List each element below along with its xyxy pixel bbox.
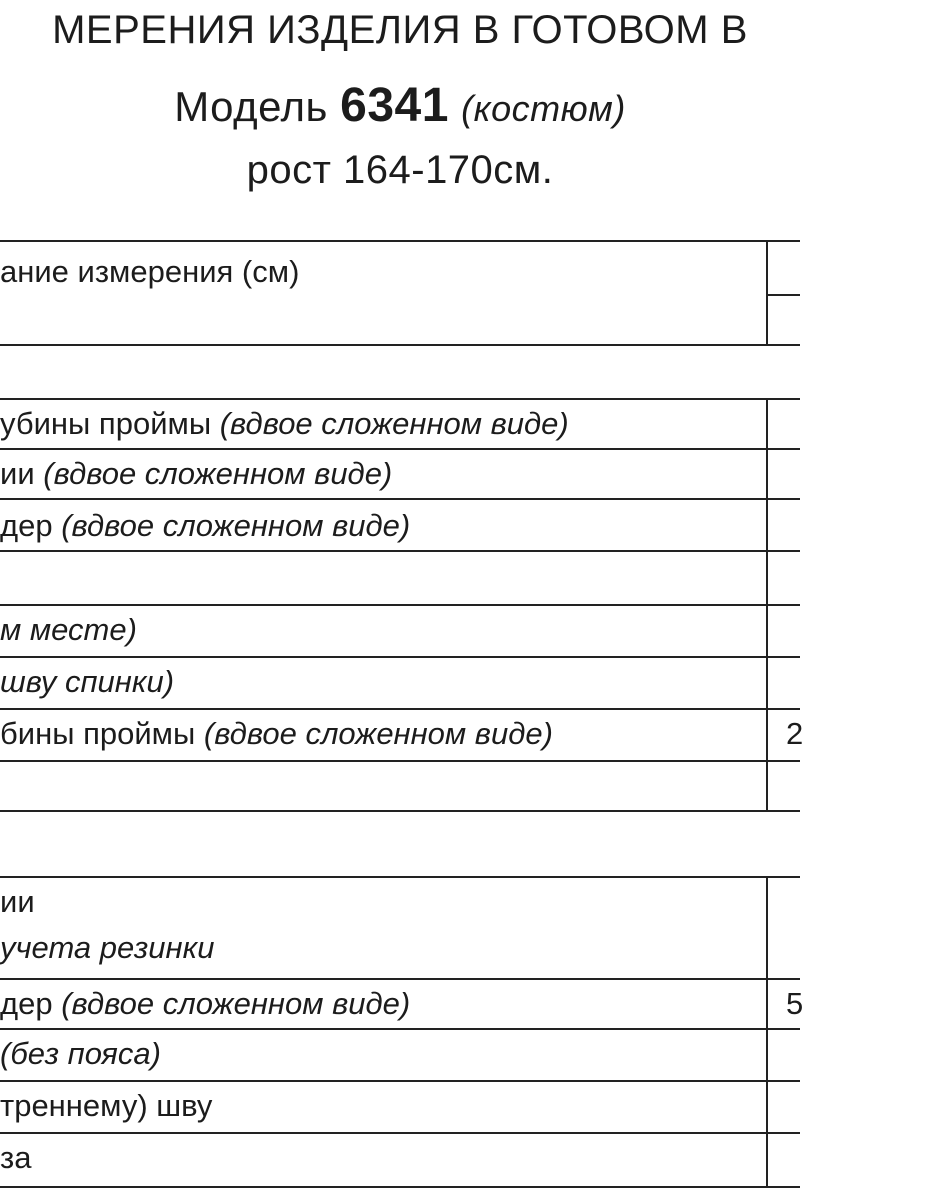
model-line [0,78,800,133]
table-rule [0,708,800,710]
table-cell-value: 2 [786,716,804,751]
table-row: учета резинки [0,930,215,965]
table-rule [0,398,800,400]
column-divider [766,876,768,1188]
table-rule [0,1028,800,1030]
table-rule [0,498,800,500]
table-row: шву спинки) [0,664,175,699]
table-rule [0,978,800,980]
table-header-label: ание измерения (см) [0,254,300,289]
table-row: ии (вдвое сложенном виде) [0,456,393,491]
column-divider [766,240,768,346]
model-kind: (костюм) [461,88,626,129]
table-row: м месте) [0,612,137,647]
table-row: бины проймы (вдвое сложенном виде) [0,716,553,751]
table-rule [0,550,800,552]
table-rule [0,1132,800,1134]
model-number: 6341 [340,79,449,132]
model-prefix: Модель [174,83,328,130]
table-row: треннему) шву [0,1088,213,1123]
table-cell-value: 5 [786,986,804,1021]
table-rule [0,1186,800,1188]
table-row: дер (вдвое сложенном виде) [0,986,411,1021]
table-row: убины проймы (вдвое сложенном виде) [0,406,569,441]
table-row: дер (вдвое сложенном виде) [0,508,411,543]
table-row: (без пояса) [0,1036,161,1071]
table-rule [0,604,800,606]
table-rule [0,448,800,450]
table-rule [0,1080,800,1082]
table-rule [0,760,800,762]
table-rule [0,656,800,658]
document-title: МЕРЕНИЯ ИЗДЕЛИЯ В ГОТОВОМ В [52,8,748,52]
column-divider [766,398,768,812]
table-rule [0,810,800,812]
table-rule [766,294,800,296]
table-row: ии [0,884,35,919]
table-rule [0,344,800,346]
table-rule [0,240,800,242]
table-rule [0,876,800,878]
table-row: за [0,1140,32,1175]
height-range: рост 164-170см. [246,148,554,192]
